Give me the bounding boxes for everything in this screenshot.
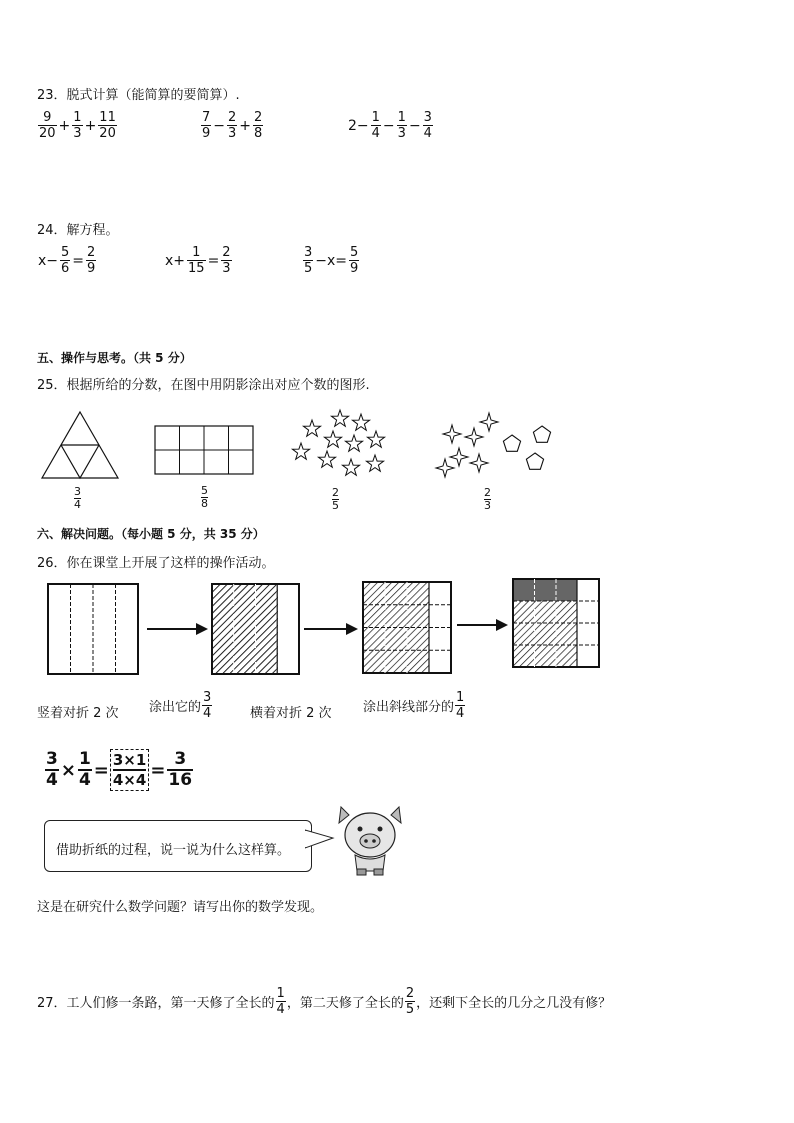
fraction: $\frac{2}{3}$ — [222, 245, 231, 276]
q24-title: 24．解方程。 — [37, 223, 119, 238]
multiplication-formula: $\frac{3}{4}$ × $\frac{1}{4}$ = $\frac{3\times 1}{4\times 4}$ = $\frac{3}{16}$ — [46, 749, 193, 790]
section-6-title: 六、解决问题。（每小题 5 分，共 35 分） — [37, 527, 265, 541]
q23-title: 23．脱式计算（能简算的要简算）. — [37, 88, 240, 103]
q24-eq-1: x− $\frac{5}{6}$ = $\frac{2}{9}$ — [38, 245, 96, 276]
q23-expr-1: $\frac{9}{20}$ + $\frac{1}{3}$ + $\frac{11}{20}$ — [39, 110, 116, 141]
fraction-2-3: 2 3 — [484, 486, 491, 512]
step-label-fold-vertical: 竖着对折 2 次 — [37, 706, 119, 721]
fraction: $\frac{1}{3}$ — [73, 110, 82, 141]
rectangle-grid-figure — [154, 425, 254, 475]
sparkles-pentagons-figure — [432, 408, 557, 483]
fraction: $\frac{2}{9}$ — [87, 245, 96, 276]
fraction: $\frac{2}{3}$ — [228, 110, 237, 141]
fraction: $\frac{3}{5}$ — [304, 245, 313, 276]
speech-bubble-tail — [305, 828, 335, 852]
stars-figure — [290, 408, 390, 483]
paper-folding-diagram — [44, 576, 604, 678]
q24-eq-3: $\frac{3}{5}$ −x= $\frac{5}{9}$ — [304, 245, 359, 276]
triangle-figure — [40, 410, 120, 482]
fraction-3-4: 3 4 — [74, 485, 81, 511]
fraction: $\frac{1}{4}$ — [371, 110, 380, 141]
q26-question: 这是在研究什么数学问题？请写出你的数学发现。 — [37, 900, 324, 915]
step-label-shade-quarter: 涂出斜线部分的 $\frac{1}{4}$ — [363, 690, 465, 721]
step-label-shade-three-quarters: 涂出它的 $\frac{3}{4}$ — [149, 690, 212, 721]
fraction: $\frac{9}{20}$ — [39, 110, 56, 141]
fraction: $\frac{3}{4}$ — [423, 110, 432, 141]
fraction: $\frac{2}{8}$ — [254, 110, 263, 141]
fraction: $\frac{7}{9}$ — [202, 110, 211, 141]
q23-expr-2: $\frac{7}{9}$ − $\frac{2}{3}$ + $\frac{2}{8}$ — [202, 110, 263, 141]
fraction: $\frac{5}{6}$ — [61, 245, 70, 276]
q26-title: 26．你在课堂上开展了这样的操作活动。 — [37, 556, 275, 571]
section-5-title: 五、操作与思考。（共 5 分） — [37, 351, 192, 365]
speech-bubble-text: 借助折纸的过程，说一说为什么这样算。 — [56, 843, 291, 858]
q27-text: 27．工人们修一条路，第一天修了全长的 $\frac{1}{4}$ ，第二天修了全长的 $\frac{2}{5}$ ，还剩下全长的几分之几没有修？ — [37, 986, 612, 1017]
q23-expr-3: 2− $\frac{1}{4}$ − $\frac{1}{3}$ − $\frac{3}{4}$ — [348, 110, 432, 141]
fraction: $\frac{5}{9}$ — [350, 245, 359, 276]
fraction: $\frac{1}{15}$ — [188, 245, 205, 276]
step-label-fold-horizontal: 横着对折 2 次 — [250, 706, 332, 721]
q24-eq-2: x+ $\frac{1}{15}$ = $\frac{2}{3}$ — [165, 245, 231, 276]
fraction-5-8: 5 8 — [201, 484, 208, 510]
boxed-fraction: $\frac{3\times 1}{4\times 4}$ — [110, 749, 149, 791]
pig-mascot-icon — [335, 805, 405, 877]
fraction-2-5: 2 5 — [332, 486, 339, 512]
fraction: $\frac{1}{3}$ — [397, 110, 406, 141]
q25-title: 25．根据所给的分数，在图中用阴影涂出对应个数的图形. — [37, 378, 370, 393]
fraction: $\frac{11}{20}$ — [99, 110, 116, 141]
